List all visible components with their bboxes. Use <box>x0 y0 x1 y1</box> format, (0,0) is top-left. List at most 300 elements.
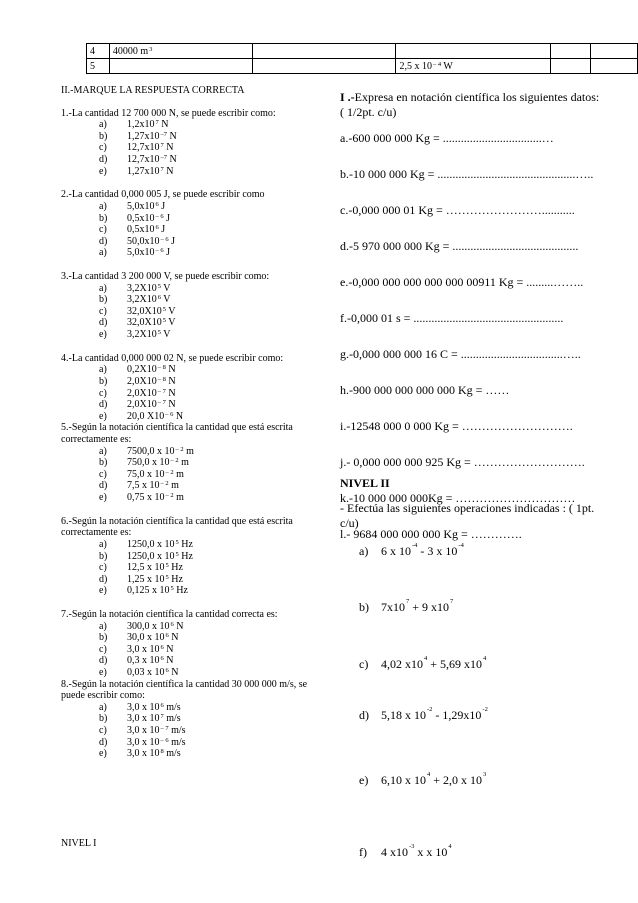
option-row <box>61 574 331 586</box>
option-label: a) <box>99 282 107 294</box>
question-text: 5.-Según la notación científica la cantidad que está escrita correctamente es: <box>61 422 293 445</box>
option-exponent: 5 <box>162 317 166 325</box>
cell-empty <box>550 44 590 59</box>
option-label: a) <box>99 445 107 457</box>
option-mantissa: 20,0 X10 <box>127 410 165 422</box>
cell-number: 4 <box>87 44 110 59</box>
option-row <box>61 131 331 143</box>
option-mantissa: 12,7x10 <box>127 142 160 154</box>
question-list <box>61 108 331 760</box>
option-label: a) <box>99 200 107 212</box>
option-value <box>127 166 173 178</box>
option-exponent: 6 <box>160 701 164 709</box>
exercise-title-text: Expresa en notación científica los siguientes datos: ( 1/2pt. c/u) <box>340 90 600 119</box>
option-unit: Hz <box>178 538 193 550</box>
option-mantissa: 30,0 x 10 <box>127 632 165 644</box>
exercise-title <box>340 90 600 120</box>
operation-exponent: 4 <box>424 655 428 662</box>
option-exponent: 7 <box>160 142 164 150</box>
option-mantissa: 1250,0 x 10 <box>127 538 175 550</box>
option-label: b) <box>99 457 108 469</box>
option-unit: N <box>165 399 176 411</box>
option-row <box>61 621 331 633</box>
exercise-line: e.-0,000 000 000 000 000 00911 Kg = .........…….. <box>340 275 584 289</box>
option-value <box>127 492 184 504</box>
option-row <box>61 713 331 725</box>
option-label: d) <box>99 153 108 165</box>
question-text: 4.-La cantidad 0,000 000 02 N, se puede escribir como: <box>61 352 284 364</box>
option-label: e) <box>99 585 107 597</box>
option-value <box>127 551 193 563</box>
option-mantissa: 7,5 x 10 <box>127 480 160 492</box>
option-unit: m/s <box>163 701 181 713</box>
option-mantissa: 0,125 x 10 <box>127 585 170 597</box>
operation-exponent: 7 <box>450 598 454 605</box>
cell-number: 5 <box>87 59 110 74</box>
option-row <box>61 632 331 644</box>
option-row <box>61 446 331 458</box>
exercise-line: a.-600 000 000 Kg = .................................… <box>340 131 554 145</box>
exercise-line: j.- 0,000 000 000 925 Kg = ………………………. <box>340 455 585 469</box>
option-unit: N <box>167 153 177 165</box>
operation-term: 4 x10 <box>381 845 408 859</box>
exercise-title-number: I .- <box>340 90 355 104</box>
option-exponent: – 6 <box>165 410 174 418</box>
table-row <box>87 44 638 59</box>
option-label: c) <box>99 725 107 737</box>
option-row <box>61 399 331 411</box>
operation-term: + 2,0 x 10 <box>430 773 483 787</box>
option-exponent: 5 <box>162 305 166 313</box>
operation-exponent: -2 <box>427 706 433 713</box>
option-value <box>127 247 170 259</box>
option-exponent: 6 <box>165 667 169 675</box>
cell-empty <box>550 59 590 74</box>
option-exponent: 6 <box>165 632 169 640</box>
cell-notation-unit: W <box>441 60 453 72</box>
option-row <box>61 702 331 714</box>
option-value <box>127 201 165 213</box>
option-row <box>61 201 331 213</box>
option-unit: J <box>168 235 176 247</box>
question-text: 7.-Según la notación científica la cantidad correcta es: <box>61 609 278 621</box>
option-value <box>127 702 181 714</box>
option-unit: J <box>158 200 166 212</box>
question <box>61 516 331 597</box>
exercise-line: b.-10 000 000 Kg = ..............................................….. <box>340 167 594 181</box>
option-label: c) <box>99 305 107 317</box>
option-value <box>127 411 183 423</box>
option-exponent: – 7 <box>160 725 169 733</box>
option-mantissa: 7500,0 x 10 <box>127 445 175 457</box>
operation-term: + 5,69 x10 <box>427 657 483 671</box>
option-unit: V <box>160 294 171 306</box>
option-value <box>127 399 176 411</box>
exercise-line: k.-10 000 000 000Kg = ………………………… <box>340 491 576 505</box>
option-row <box>61 539 331 551</box>
option-mantissa: 0,2X10 <box>127 364 157 376</box>
option-label: b) <box>99 713 108 725</box>
option-row <box>61 329 331 341</box>
option-row <box>61 562 331 574</box>
option-unit: N <box>165 376 176 388</box>
operation-label: c) <box>359 657 369 671</box>
cell-value-exponent: 3 <box>149 45 153 53</box>
option-label: d) <box>99 317 108 329</box>
question-text: 3.-La cantidad 3 200 000 V, se puede escribir como: <box>61 271 270 283</box>
option-value <box>127 306 176 318</box>
option-value <box>127 725 186 737</box>
exercise-line: g.-0,000 000 000 16 C = ..................................….. <box>340 347 581 361</box>
operation-item <box>359 544 464 559</box>
question <box>61 422 331 503</box>
option-exponent: 5 <box>170 585 174 593</box>
cell-value <box>109 59 252 74</box>
operation-exponent: 4 <box>448 843 452 850</box>
option-label: c) <box>99 468 107 480</box>
question <box>61 271 331 341</box>
option-exponent: 7 <box>160 165 164 173</box>
option-mantissa: 3,0 x 10 <box>127 748 160 760</box>
option-value <box>127 574 183 586</box>
option-exponent: – 6 <box>155 247 164 255</box>
option-exponent: 5 <box>157 329 161 337</box>
option-mantissa: 1,2x10 <box>127 119 155 131</box>
option-value <box>127 469 184 481</box>
option-row <box>61 236 331 248</box>
option-exponent: – 6 <box>155 212 164 220</box>
operation-exponent: 4 <box>483 655 487 662</box>
option-mantissa: 0,5x10 <box>127 224 155 236</box>
option-unit: N <box>168 632 179 644</box>
option-mantissa: 0,3 x 10 <box>127 655 160 667</box>
exercise-line: d.-5 970 000 000 Kg = .......................................... <box>340 239 579 253</box>
option-mantissa: 0,75 x 10 <box>127 491 165 503</box>
option-row <box>61 294 331 306</box>
option-mantissa: 2,0X10 <box>127 399 157 411</box>
operation-term: - 3 x 10 <box>417 544 458 558</box>
operation-exponent: 3 <box>483 771 487 778</box>
question <box>61 189 331 259</box>
operation-label: d) <box>359 708 369 722</box>
option-mantissa: 32,0X10 <box>127 305 162 317</box>
option-exponent: – 7 <box>157 387 166 395</box>
question <box>61 679 331 760</box>
option-row <box>61 480 331 492</box>
option-mantissa: 12,7x10 <box>127 153 160 165</box>
option-row <box>61 655 331 667</box>
option-label: e) <box>99 491 107 503</box>
option-label: b) <box>99 632 108 644</box>
option-row <box>61 469 331 481</box>
option-mantissa: 3,2X10 <box>127 294 157 306</box>
option-unit: J <box>163 212 171 224</box>
option-value <box>127 667 178 679</box>
option-value <box>127 713 181 725</box>
option-value <box>127 119 168 131</box>
option-exponent: – 2 <box>165 468 174 476</box>
cell-empty <box>591 44 638 59</box>
option-exponent: 5 <box>157 282 161 290</box>
option-unit: N <box>163 643 174 655</box>
option-value <box>127 376 176 388</box>
option-mantissa: 2,0X10 <box>127 387 157 399</box>
cell-empty <box>591 59 638 74</box>
option-value <box>127 131 177 143</box>
option-exponent: – 2 <box>175 445 184 453</box>
option-exponent: – 7 <box>157 399 166 407</box>
option-mantissa: 3,2X10 <box>127 282 157 294</box>
option-mantissa: 3,2X10 <box>127 329 157 341</box>
option-label: c) <box>99 142 107 154</box>
option-unit: N <box>165 364 176 376</box>
option-exponent: 5 <box>165 573 169 581</box>
option-exponent: –7 <box>160 130 167 138</box>
option-mantissa: 3,0 x 10 <box>127 725 160 737</box>
option-mantissa: 0,5x10 <box>127 212 155 224</box>
option-row <box>61 737 331 749</box>
option-label: a) <box>99 701 107 713</box>
section-title: II.-MARQUE LA RESPUESTA CORRECTA <box>61 85 245 96</box>
option-exponent: 7 <box>155 119 159 127</box>
option-value <box>127 294 171 306</box>
option-unit: m/s <box>163 748 181 760</box>
option-label: d) <box>99 480 108 492</box>
question <box>61 108 331 178</box>
option-row <box>61 119 331 131</box>
option-exponent: 6 <box>155 224 159 232</box>
option-row <box>61 725 331 737</box>
option-label: b) <box>99 130 108 142</box>
nivel2-title: NIVEL II <box>340 476 390 490</box>
option-mantissa: 5,0x10 <box>127 247 155 259</box>
option-exponent: 5 <box>175 550 179 558</box>
option-mantissa: 50,0x10 <box>127 235 160 247</box>
option-value <box>127 142 173 154</box>
option-unit: N <box>173 410 184 422</box>
exercise-line: h.-900 000 000 000 000 Kg = …… <box>340 383 510 397</box>
operation-exponent: 4 <box>427 771 431 778</box>
nivel2-instructions: - Efectúa las siguientes operaciones indicadas : ( 1pt. c/u) <box>340 501 595 530</box>
data-table <box>86 43 638 74</box>
option-row <box>61 388 331 400</box>
option-value <box>127 539 193 551</box>
option-unit: N <box>165 387 176 399</box>
option-value <box>127 748 181 760</box>
option-row <box>61 376 331 388</box>
footer-label: NIVEL I <box>61 838 97 849</box>
option-label: e) <box>99 667 107 679</box>
exercise-line: i.-12548 000 0 000 Kg = ………………………. <box>340 419 573 433</box>
option-unit: m/s <box>163 713 181 725</box>
option-unit: m <box>178 457 189 469</box>
operation-term: 4,02 x10 <box>381 657 423 671</box>
option-value <box>127 317 176 329</box>
option-label: e) <box>99 329 107 341</box>
option-exponent: 6 <box>160 655 164 663</box>
operation-term: + 9 x10 <box>409 600 450 614</box>
cell-notation <box>396 59 550 74</box>
option-label: c) <box>99 224 107 236</box>
option-label: e) <box>99 748 107 760</box>
cell-notation-exponent: – 4 <box>432 60 442 68</box>
operation-term: 7x10 <box>381 600 405 614</box>
option-row <box>61 492 331 504</box>
cell-value <box>109 44 252 59</box>
question <box>61 353 331 423</box>
option-unit: J <box>163 247 171 259</box>
option-row <box>61 364 331 376</box>
option-exponent: – 2 <box>165 491 174 499</box>
cell-notation-text: 2,5 x 10 <box>399 60 432 72</box>
operation-exponent: -4 <box>458 542 464 549</box>
question-text: 8.-Según la notación científica la cantidad 30 000 000 m/s, se puede escribir como: <box>61 678 308 702</box>
option-mantissa: 1,25 x 10 <box>127 573 165 585</box>
option-value <box>127 236 175 248</box>
question <box>61 609 331 679</box>
option-row <box>61 317 331 329</box>
option-value <box>127 562 183 574</box>
operation-label: b) <box>359 600 369 614</box>
option-row <box>61 142 331 154</box>
option-label: c) <box>99 387 107 399</box>
option-row <box>61 154 331 166</box>
option-exponent: – 6 <box>160 736 169 744</box>
operation-item <box>359 845 452 860</box>
option-mantissa: 75,0 x 10 <box>127 468 165 480</box>
option-mantissa: 1,27x10 <box>127 165 160 177</box>
option-row <box>61 667 331 679</box>
option-mantissa: 3,0 x 10 <box>127 701 160 713</box>
operation-item <box>359 600 453 615</box>
option-unit: N <box>167 130 177 142</box>
option-unit: V <box>160 282 171 294</box>
option-mantissa: 12,5 x 10 <box>127 562 165 574</box>
option-row <box>61 283 331 295</box>
left-column <box>61 85 331 772</box>
option-label: a) <box>99 364 107 376</box>
operation-item <box>359 773 486 788</box>
question-text: 6.-Según la notación científica la cantidad que está escrita correctamente es: <box>61 515 293 539</box>
option-label: b) <box>99 550 108 562</box>
option-label: d) <box>99 399 108 411</box>
option-value <box>127 154 177 166</box>
option-row <box>61 247 331 259</box>
operation-exponent: -2 <box>482 706 488 713</box>
option-mantissa: 2,0X10 <box>127 376 157 388</box>
table-row <box>87 59 638 74</box>
option-value <box>127 585 188 597</box>
option-mantissa: 5,0x10 <box>127 200 155 212</box>
option-value <box>127 329 171 341</box>
option-value <box>127 224 165 236</box>
option-exponent: –7 <box>160 153 167 161</box>
question-text: 2.-La cantidad 0,000 005 J, se puede escribir como <box>61 189 265 201</box>
option-exponent: – 6 <box>160 235 169 243</box>
operation-exponent: -4 <box>412 542 418 549</box>
option-mantissa: 3,0 x 10 <box>127 713 160 725</box>
option-value <box>127 364 176 376</box>
operation-item <box>359 708 488 723</box>
option-mantissa: 3,0 x 10 <box>127 736 160 748</box>
option-row <box>61 224 331 236</box>
option-row <box>61 748 331 760</box>
option-unit: m <box>183 445 194 457</box>
option-mantissa: 1,27x10 <box>127 130 160 142</box>
option-label: e) <box>99 410 107 422</box>
operation-term: 6,10 x 10 <box>381 773 426 787</box>
question-text: 1.-La cantidad 12 700 000 N, se puede escribir como: <box>61 107 276 119</box>
option-unit: V <box>165 305 176 317</box>
option-unit: N <box>173 620 184 632</box>
option-exponent: – 8 <box>157 364 166 372</box>
option-value <box>127 480 179 492</box>
option-unit: N <box>158 119 169 131</box>
exercise-line: c.-0,000 000 01 Kg = ……………………........... <box>340 203 575 217</box>
option-label: d) <box>99 736 108 748</box>
option-exponent: – 2 <box>160 480 169 488</box>
option-exponent: 6 <box>160 643 164 651</box>
option-value <box>127 446 194 458</box>
option-label: c) <box>99 643 107 655</box>
option-unit: N <box>168 667 179 679</box>
option-row <box>61 457 331 469</box>
option-label: e) <box>99 165 107 177</box>
option-row <box>61 411 331 423</box>
option-unit: Hz <box>168 573 183 585</box>
operation-exponent: -3 <box>409 843 415 850</box>
option-unit: V <box>160 329 171 341</box>
operation-label: a) <box>359 544 369 558</box>
option-row <box>61 644 331 656</box>
option-row <box>61 306 331 318</box>
option-unit: Hz <box>173 585 188 597</box>
option-unit: J <box>158 224 166 236</box>
option-value <box>127 621 183 633</box>
option-unit: Hz <box>178 550 193 562</box>
option-exponent: 6 <box>170 620 174 628</box>
option-unit: m/s <box>168 725 186 737</box>
option-value <box>127 213 170 225</box>
option-unit: V <box>165 317 176 329</box>
operation-exponent: 7 <box>406 598 410 605</box>
option-exponent: – 8 <box>157 376 166 384</box>
option-unit: m <box>173 468 184 480</box>
option-row <box>61 213 331 225</box>
operation-term: - 1,29x10 <box>432 708 482 722</box>
option-unit: m <box>173 491 184 503</box>
operation-label: e) <box>359 773 369 787</box>
option-row <box>61 166 331 178</box>
operation-item <box>359 657 486 672</box>
option-label: d) <box>99 655 108 667</box>
option-exponent: 8 <box>160 748 164 756</box>
option-label: a) <box>99 538 107 550</box>
operation-term: 6 x 10 <box>381 544 411 558</box>
option-label: b) <box>99 376 108 388</box>
option-value <box>127 644 173 656</box>
option-exponent: 5 <box>175 538 179 546</box>
operation-term: 5,18 x 10 <box>381 708 426 722</box>
option-label: a) <box>99 119 107 131</box>
option-value <box>127 737 186 749</box>
option-label: d) <box>99 573 108 585</box>
cell-empty <box>252 59 396 74</box>
option-value <box>127 388 176 400</box>
option-exponent: 5 <box>165 562 169 570</box>
option-label: b) <box>99 212 108 224</box>
option-row <box>61 585 331 597</box>
